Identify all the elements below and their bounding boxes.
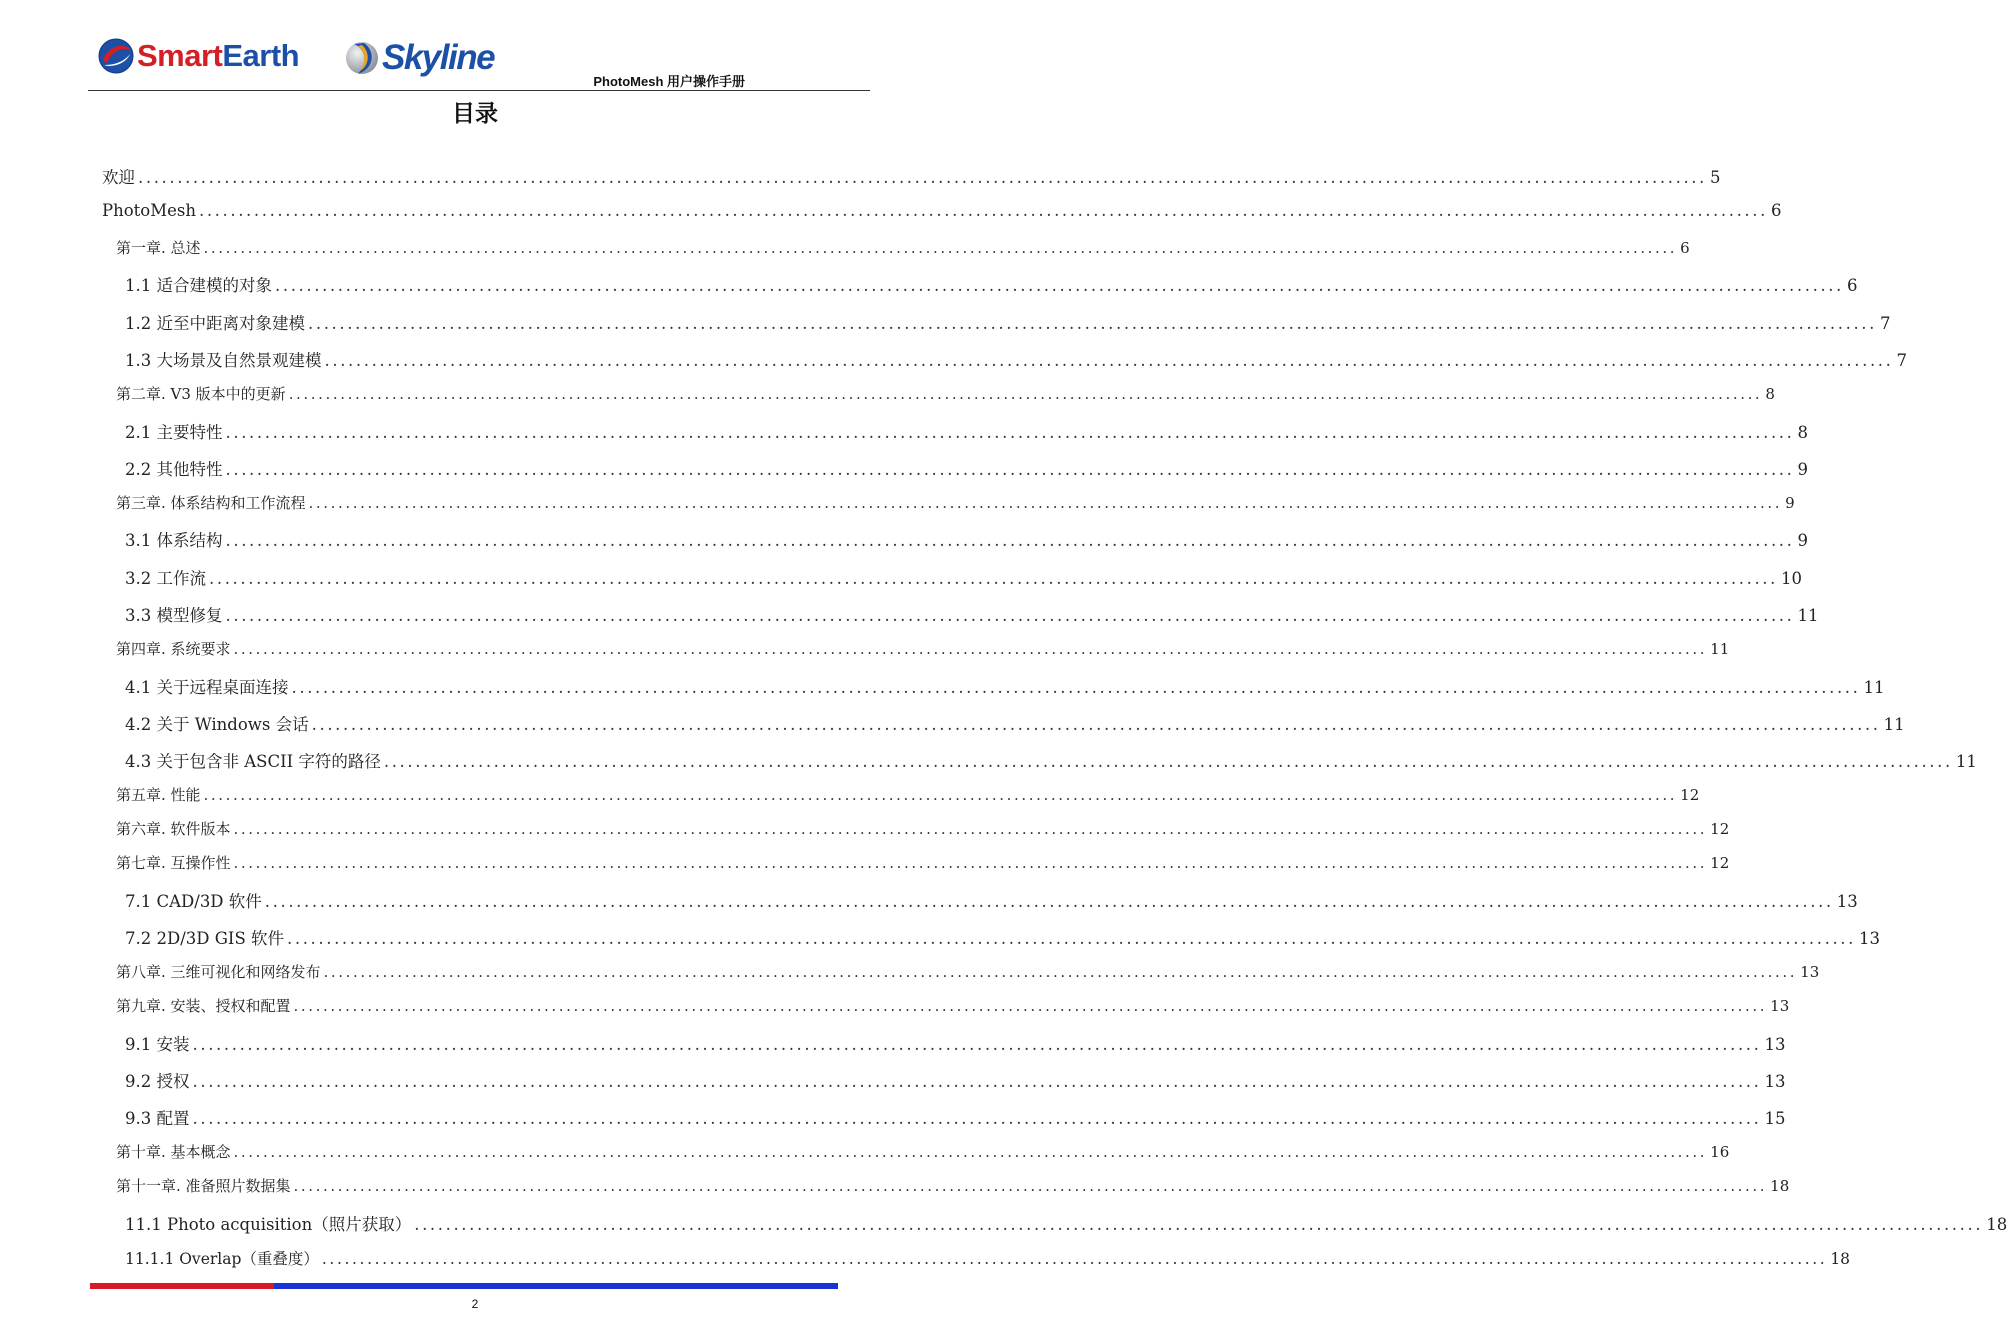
toc-entry-label: 第二章. V3 版本中的更新	[116, 385, 286, 403]
toc-entry-label: 9.3 配置	[125, 1109, 190, 1128]
toc-entry[interactable]	[125, 1031, 1786, 1055]
smartearth-logo-part1: Smart	[137, 38, 223, 73]
toc-entry-page: 15	[1764, 1109, 1786, 1128]
toc-entry-page: 8	[1797, 423, 1808, 442]
toc-entry[interactable]	[125, 310, 1891, 334]
toc-entry-label: 2.1 主要特性	[125, 423, 223, 442]
toc-entry[interactable]	[116, 961, 1820, 982]
toc-entry[interactable]	[125, 674, 1885, 698]
toc-entry-page: 11	[1955, 752, 1977, 771]
toc-entry-label: 11.1.1 Overlap（重叠度）	[125, 1250, 319, 1268]
toc-entry-page: 18	[1986, 1215, 2007, 1234]
toc-dot-leader: ........................................................................................................................................................................................................	[225, 531, 1795, 550]
toc-dot-leader: ........................................................................................................................................................................................................	[138, 168, 1707, 187]
toc-entry[interactable]	[125, 888, 1858, 912]
toc-entry-page: 6	[1846, 276, 1858, 295]
toc-dot-leader: ........................................................................................................................................................................................................	[192, 1035, 1762, 1054]
toc-dot-leader: ........................................................................................................................................................................................................	[324, 351, 1894, 370]
toc-dot-leader: ........................................................................................................................................................................................................	[293, 1177, 1768, 1195]
toc-dot-leader: ........................................................................................................................................................................................................	[233, 854, 1708, 872]
toc-entry-page: 16	[1710, 1143, 1730, 1161]
toc-entry-page: 13	[1858, 929, 1880, 948]
smartearth-logo-part2: Earth	[222, 38, 300, 73]
toc-entry-label: 7.1 CAD/3D 软件	[125, 892, 262, 911]
toc-entry-label: 第九章. 安装、授权和配置	[116, 997, 291, 1015]
toc-entry[interactable]	[125, 602, 1819, 626]
toc-entry-label: 3.1 体系结构	[125, 531, 223, 550]
toc-entry[interactable]	[125, 1211, 2007, 1235]
toc-entry[interactable]	[125, 347, 1907, 371]
toc-entry[interactable]	[125, 1247, 1851, 1269]
toc-entry-label: 第四章. 系统要求	[116, 640, 231, 658]
toc-entry[interactable]	[125, 1068, 1786, 1092]
toc-entry-page: 13	[1800, 963, 1820, 981]
toc-entry[interactable]	[125, 565, 1802, 589]
toc-entry[interactable]	[125, 272, 1858, 296]
toc-entry[interactable]	[125, 456, 1808, 480]
toc-entry-page: 11	[1710, 640, 1730, 658]
toc-entry-page: 13	[1764, 1072, 1786, 1091]
toc-entry-page: 13	[1764, 1035, 1786, 1054]
toc-entry[interactable]	[125, 748, 1977, 772]
toc-entry-page: 12	[1710, 854, 1730, 872]
toc-entry[interactable]	[116, 818, 1730, 839]
toc-dot-leader: ........................................................................................................................................................................................................	[264, 892, 1834, 911]
toc-entry-label: 7.2 2D/3D GIS 软件	[125, 929, 284, 948]
toc-dot-leader: ........................................................................................................................................................................................................	[192, 1072, 1762, 1091]
toc-entry-page: 11	[1797, 606, 1819, 625]
toc-dot-leader: ........................................................................................................................................................................................................	[308, 314, 1877, 333]
toc-dot-leader: ........................................................................................................................................................................................................	[288, 385, 1763, 403]
toc-entry-label: 第六章. 软件版本	[116, 820, 231, 838]
toc-entry-label: 4.1 关于远程桌面连接	[125, 678, 289, 697]
toc-entry-page: 18	[1770, 1177, 1790, 1195]
toc-entry-page: 7	[1879, 314, 1891, 333]
toc-entry[interactable]	[116, 1175, 1790, 1196]
toc-entry-label: 第十章. 基本概念	[116, 1143, 231, 1161]
toc-dot-leader: ........................................................................................................................................................................................................	[323, 963, 1798, 981]
toc-entry[interactable]	[102, 201, 1782, 220]
toc-entry-label: 11.1 Photo acquisition（照片获取）	[125, 1215, 412, 1234]
toc-entry[interactable]	[116, 383, 1775, 404]
toc-entry-label: 欢迎	[102, 168, 135, 187]
toc-entry-label: 3.3 模型修复	[125, 606, 223, 625]
footer-color-bar	[90, 1283, 838, 1289]
toc-entry[interactable]	[116, 995, 1790, 1016]
toc-entry-page: 11	[1883, 715, 1905, 734]
toc-dot-leader: ........................................................................................................................................................................................................	[203, 786, 1678, 804]
skyline-logo-text: Skyline	[382, 38, 495, 77]
toc-entry-label: PhotoMesh	[102, 201, 196, 220]
toc-dot-leader: ........................................................................................................................................................................................................	[414, 1215, 1984, 1234]
toc-entry[interactable]	[116, 492, 1795, 513]
toc-dot-leader: ........................................................................................................................................................................................................	[308, 494, 1783, 512]
toc-entry-label: 4.2 关于 Windows 会话	[125, 715, 309, 734]
toc-dot-leader: ........................................................................................................................................................................................................	[233, 1143, 1708, 1161]
toc-entry-page: 11	[1863, 678, 1885, 697]
toc-entry-page: 8	[1765, 385, 1775, 403]
toc-entry-page: 12	[1680, 786, 1700, 804]
toc-entry-label: 第一章. 总述	[116, 239, 201, 257]
toc-entry[interactable]	[125, 1105, 1786, 1129]
toc-entry-page: 6	[1680, 239, 1690, 257]
toc-dot-leader: ........................................................................................................................................................................................................	[203, 239, 1678, 257]
toc-entry-label: 1.1 适合建模的对象	[125, 276, 272, 295]
toc-entry[interactable]	[116, 1141, 1730, 1162]
toc-dot-leader: ........................................................................................................................................................................................................	[383, 752, 1953, 771]
skyline-logo	[344, 38, 494, 78]
toc-dot-leader: ........................................................................................................................................................................................................	[275, 276, 1844, 295]
toc-entry-label: 4.3 关于包含非 ASCII 字符的路径	[125, 752, 381, 771]
toc-entry-label: 第三章. 体系结构和工作流程	[116, 494, 306, 512]
toc-entry-page: 9	[1785, 494, 1795, 512]
page-number: 2	[471, 1297, 479, 1311]
toc-entry-page: 6	[1770, 201, 1782, 220]
toc-entry-label: 9.1 安装	[125, 1035, 190, 1054]
toc-entry-label: 1.2 近至中距离对象建模	[125, 314, 305, 333]
toc-title: 目录	[452, 101, 498, 127]
toc-entry[interactable]	[125, 711, 1905, 735]
toc-entry-label: 第八章. 三维可视化和网络发布	[116, 963, 321, 981]
toc-dot-leader: ........................................................................................................................................................................................................	[291, 678, 1861, 697]
skyline-sphere-icon	[344, 39, 380, 77]
toc-dot-leader: ........................................................................................................................................................................................................	[225, 606, 1795, 625]
toc-dot-leader: ........................................................................................................................................................................................................	[225, 460, 1795, 479]
toc-dot-leader: ........................................................................................................................................................................................................	[192, 1109, 1762, 1128]
toc-entry[interactable]	[125, 419, 1808, 443]
header-divider	[88, 90, 870, 91]
toc-entry-page: 13	[1836, 892, 1858, 911]
toc-entry-page: 13	[1770, 997, 1790, 1015]
toc-dot-leader: ........................................................................................................................................................................................................	[287, 929, 1856, 948]
manual-title: PhotoMesh 用户操作手册	[593, 74, 745, 89]
toc-dot-leader: ........................................................................................................................................................................................................	[321, 1250, 1828, 1268]
toc-entry-page: 9	[1797, 531, 1808, 550]
toc-entry-page: 12	[1710, 820, 1730, 838]
toc-entry[interactable]	[102, 164, 1721, 188]
toc-entry-label: 第七章. 互操作性	[116, 854, 231, 872]
toc-entry-label: 9.2 授权	[125, 1072, 190, 1091]
toc-entry-label: 第五章. 性能	[116, 786, 201, 804]
toc-entry-page: 7	[1896, 351, 1907, 370]
toc-dot-leader: ........................................................................................................................................................................................................	[233, 640, 1708, 658]
page-header	[92, 36, 870, 92]
toc-entry[interactable]	[125, 527, 1808, 551]
smartearth-swirl-icon	[98, 38, 134, 74]
toc-dot-leader: ........................................................................................................................................................................................................	[233, 820, 1708, 838]
toc-entry[interactable]	[116, 638, 1730, 659]
toc-dot-leader: ........................................................................................................................................................................................................	[311, 715, 1881, 734]
toc-entry-page: 5	[1709, 168, 1721, 187]
toc-entry-label: 1.3 大场景及自然景观建模	[125, 351, 322, 370]
toc-entry[interactable]	[116, 784, 1700, 805]
toc-entry-page: 9	[1797, 460, 1808, 479]
toc-entry[interactable]	[116, 852, 1730, 873]
toc-entry-label: 第十一章. 准备照片数据集	[116, 1177, 291, 1195]
toc-dot-leader: ........................................................................................................................................................................................................	[209, 569, 1778, 588]
toc-entry-label: 3.2 工作流	[125, 569, 206, 588]
toc-dot-leader: ........................................................................................................................................................................................................	[225, 423, 1795, 442]
toc-entry[interactable]	[116, 237, 1690, 258]
toc-entry-label: 2.2 其他特性	[125, 460, 223, 479]
toc-entry-page: 10	[1780, 569, 1802, 588]
toc-dot-leader: ........................................................................................................................................................................................................	[198, 201, 1768, 220]
smartearth-logo	[98, 38, 299, 74]
toc-dot-leader: ........................................................................................................................................................................................................	[293, 997, 1768, 1015]
toc-entry[interactable]	[125, 925, 1880, 949]
toc-entry-page: 18	[1830, 1250, 1851, 1268]
